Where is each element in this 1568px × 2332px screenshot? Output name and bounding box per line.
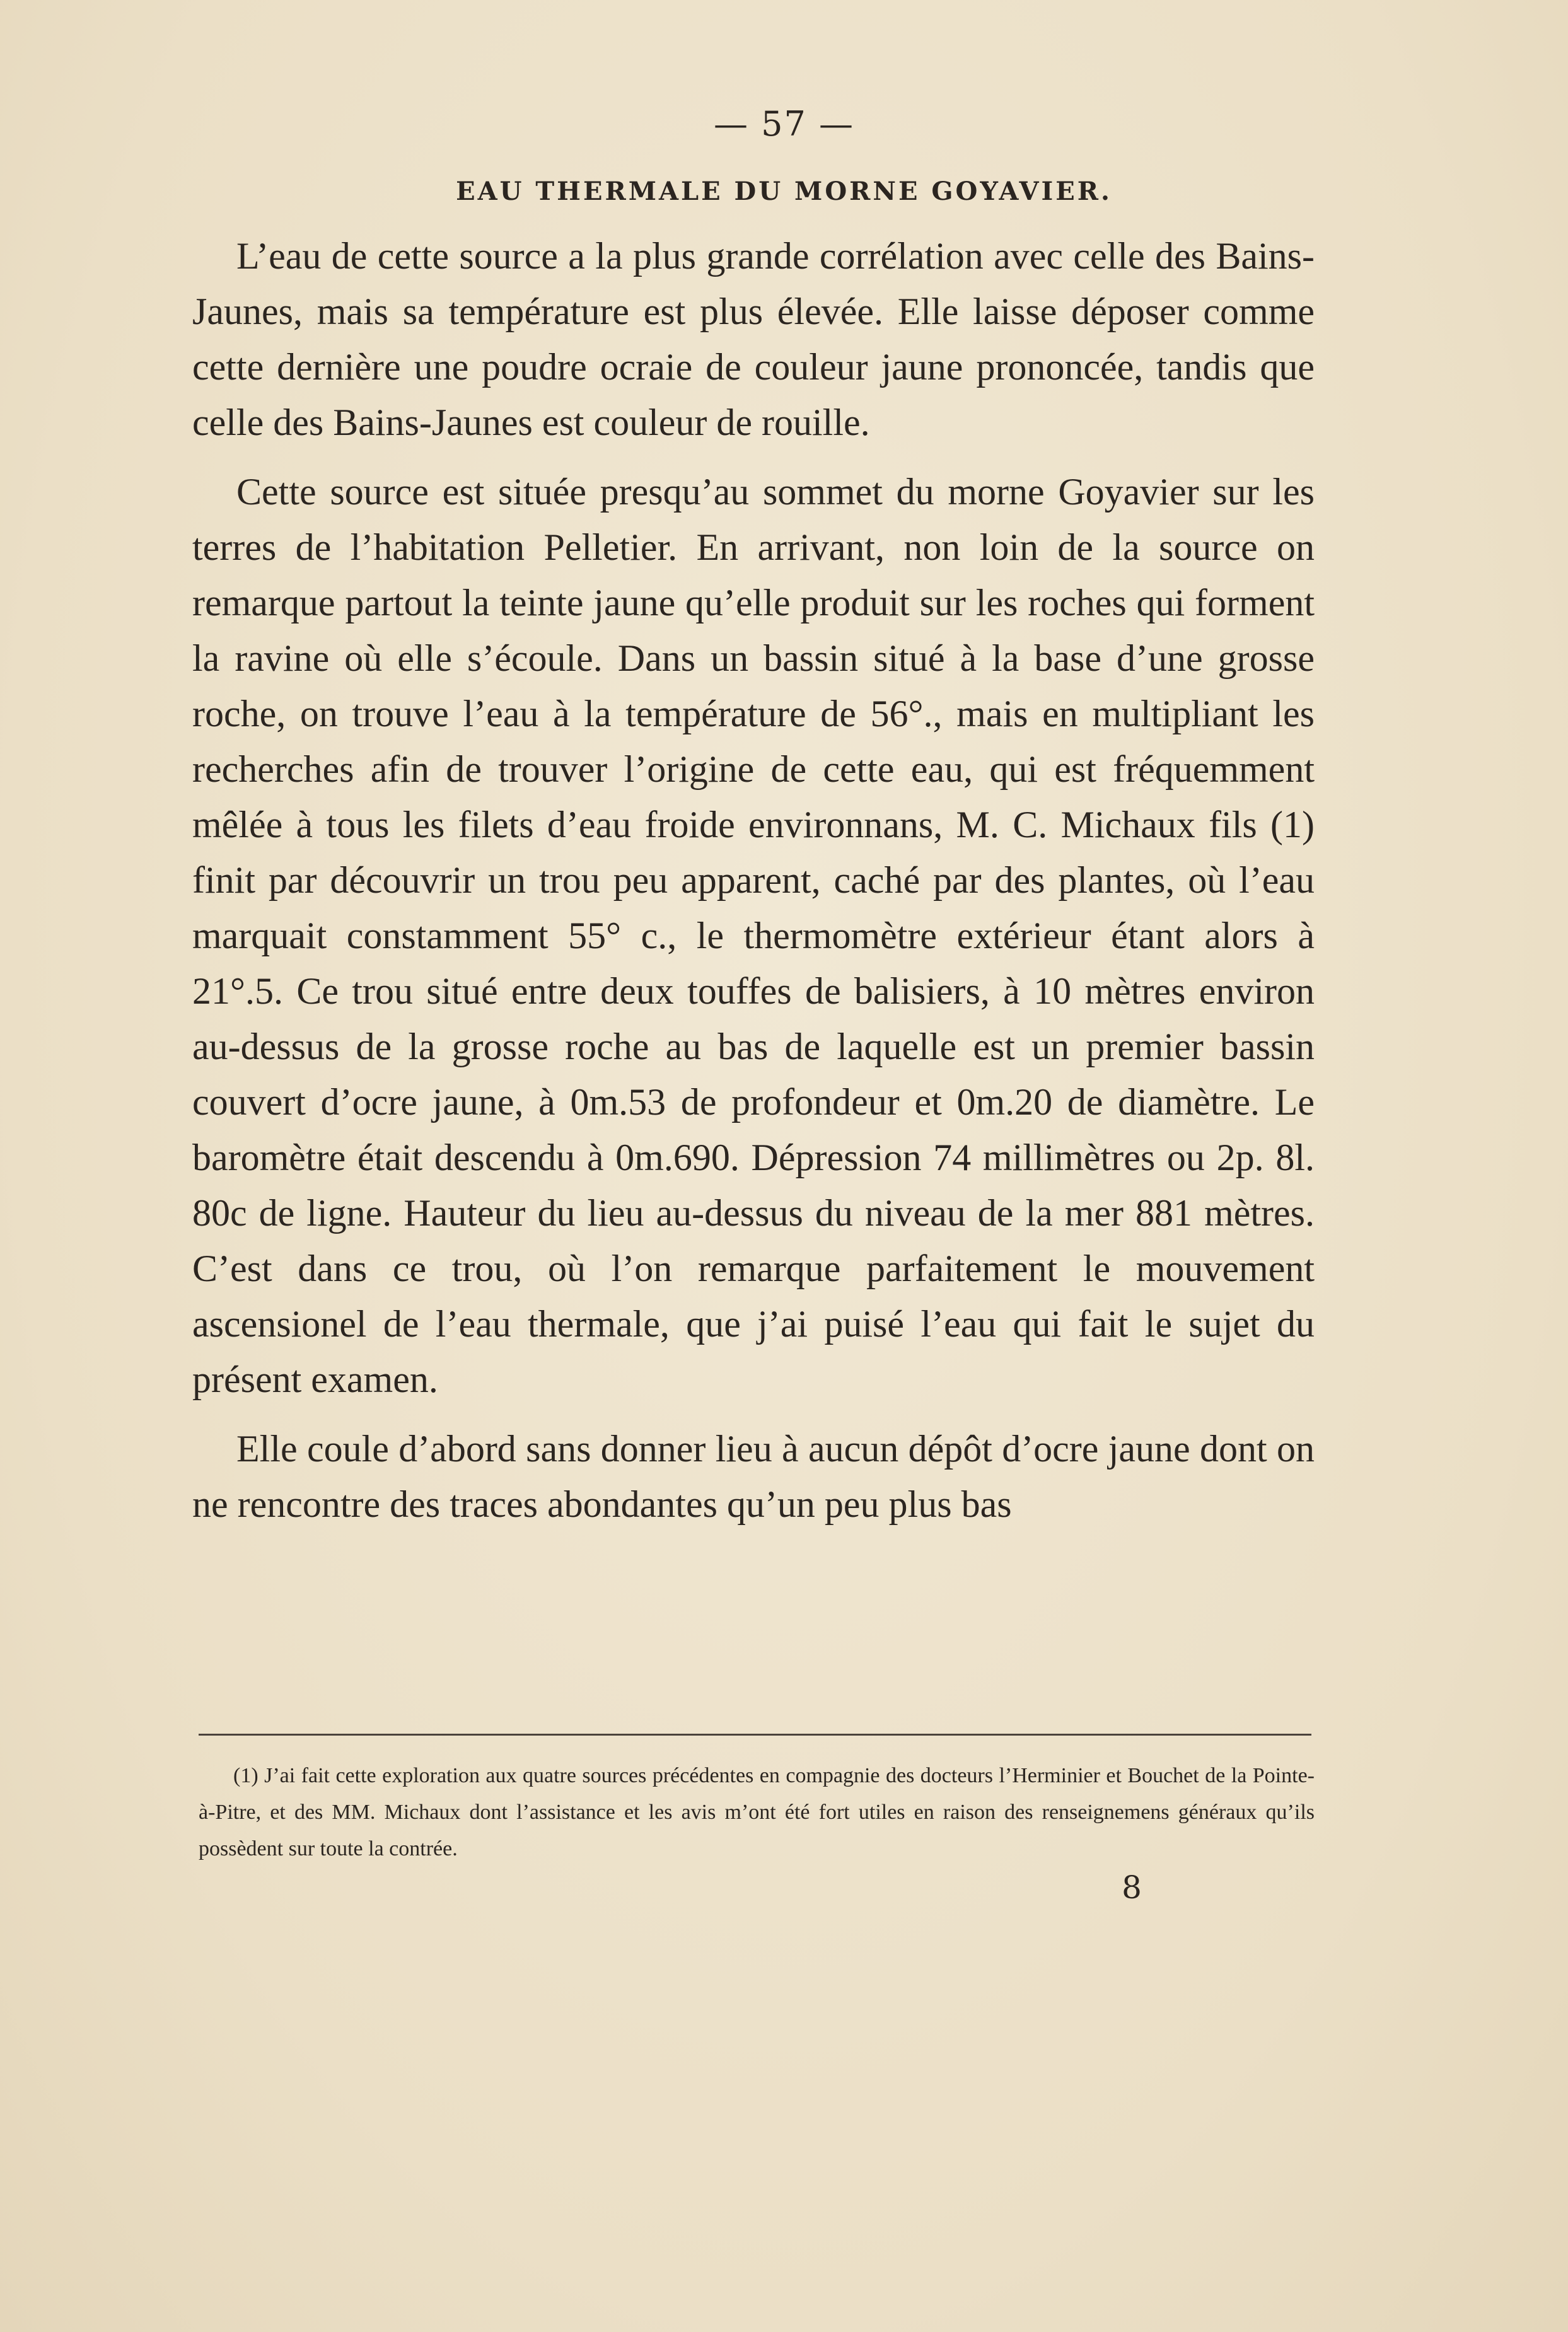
section-heading: EAU THERMALE DU MORNE GOYAVIER. [456, 177, 1112, 206]
body-text [192, 228, 1315, 1546]
footnote [199, 1758, 1315, 1867]
paragraph-3: Elle coule d’abord sans donner lieu à aucun dépôt d’ocre jaune dont on ne rencontre des traces abondantes qu’un peu plus bas [192, 1428, 1315, 1525]
paragraph-2: Cette source est située presqu’au sommet du morne Goyavier sur les terres de l’habitation Pelletier. En arrivant, non loin de la source on remarque partout la teinte jaune qu’elle produit sur les roches qui forment la ravine où elle s’écoule. Dans un bassin situé à la base d’une grosse roche, on trouve l’eau à la température de 56°., mais en multipliant les recherches afin de trouver l’origine de cette eau, qui est fréquemment mêlée à tous les filets d’eau froide environnans, M. C. Michaux fils (1) finit par découvrir un trou peu apparent, caché par des plantes, où l’eau marquait constamment 55° c., le thermomètre extérieur étant alors à 21°.5. Ce trou situé entre deux touffes de balisiers, à 10 mètres environ au-dessus de la grosse roche au bas de laquelle est un premier bassin couvert d’ocre jaune, à 0m.53 de profondeur et 0m.20 de diamètre. Le baromètre était descendu à 0m.690. Dépression 74 millimètres ou 2p. 8l. 80c de ligne. Hauteur du lieu au-dessus du niveau de la mer 881 mètres. C’est dans ce trou, où l’on remarque parfaitement le mouvement ascensionel de l’eau thermale, que j’ai puisé l’eau qui fait le sujet du présent examen. [192, 471, 1315, 1400]
footnote-text: (1) J’ai fait cette exploration aux quatre sources précédentes en compagnie des docteurs l’Herminier et Bouchet de la Pointe-à-Pitre, et des MM. Michaux dont l’assistance et les avis m’ont été fort utiles en raison des renseignemens généraux qu’ils possèdent sur toute la contrée. [199, 1764, 1315, 1860]
paragraph-1: L’eau de cette source a la plus grande corrélation avec celle des Bains-Jaunes, mais sa température est plus élevée. Elle laisse déposer comme cette dernière une poudre ocraie de couleur jaune prononcée, tandis que celle des Bains-Jaunes est couleur de rouille. [192, 235, 1315, 443]
footnote-divider [199, 1734, 1311, 1736]
signature-mark: 8 [1122, 1869, 1142, 1906]
page-number: — 57 — [713, 104, 855, 144]
